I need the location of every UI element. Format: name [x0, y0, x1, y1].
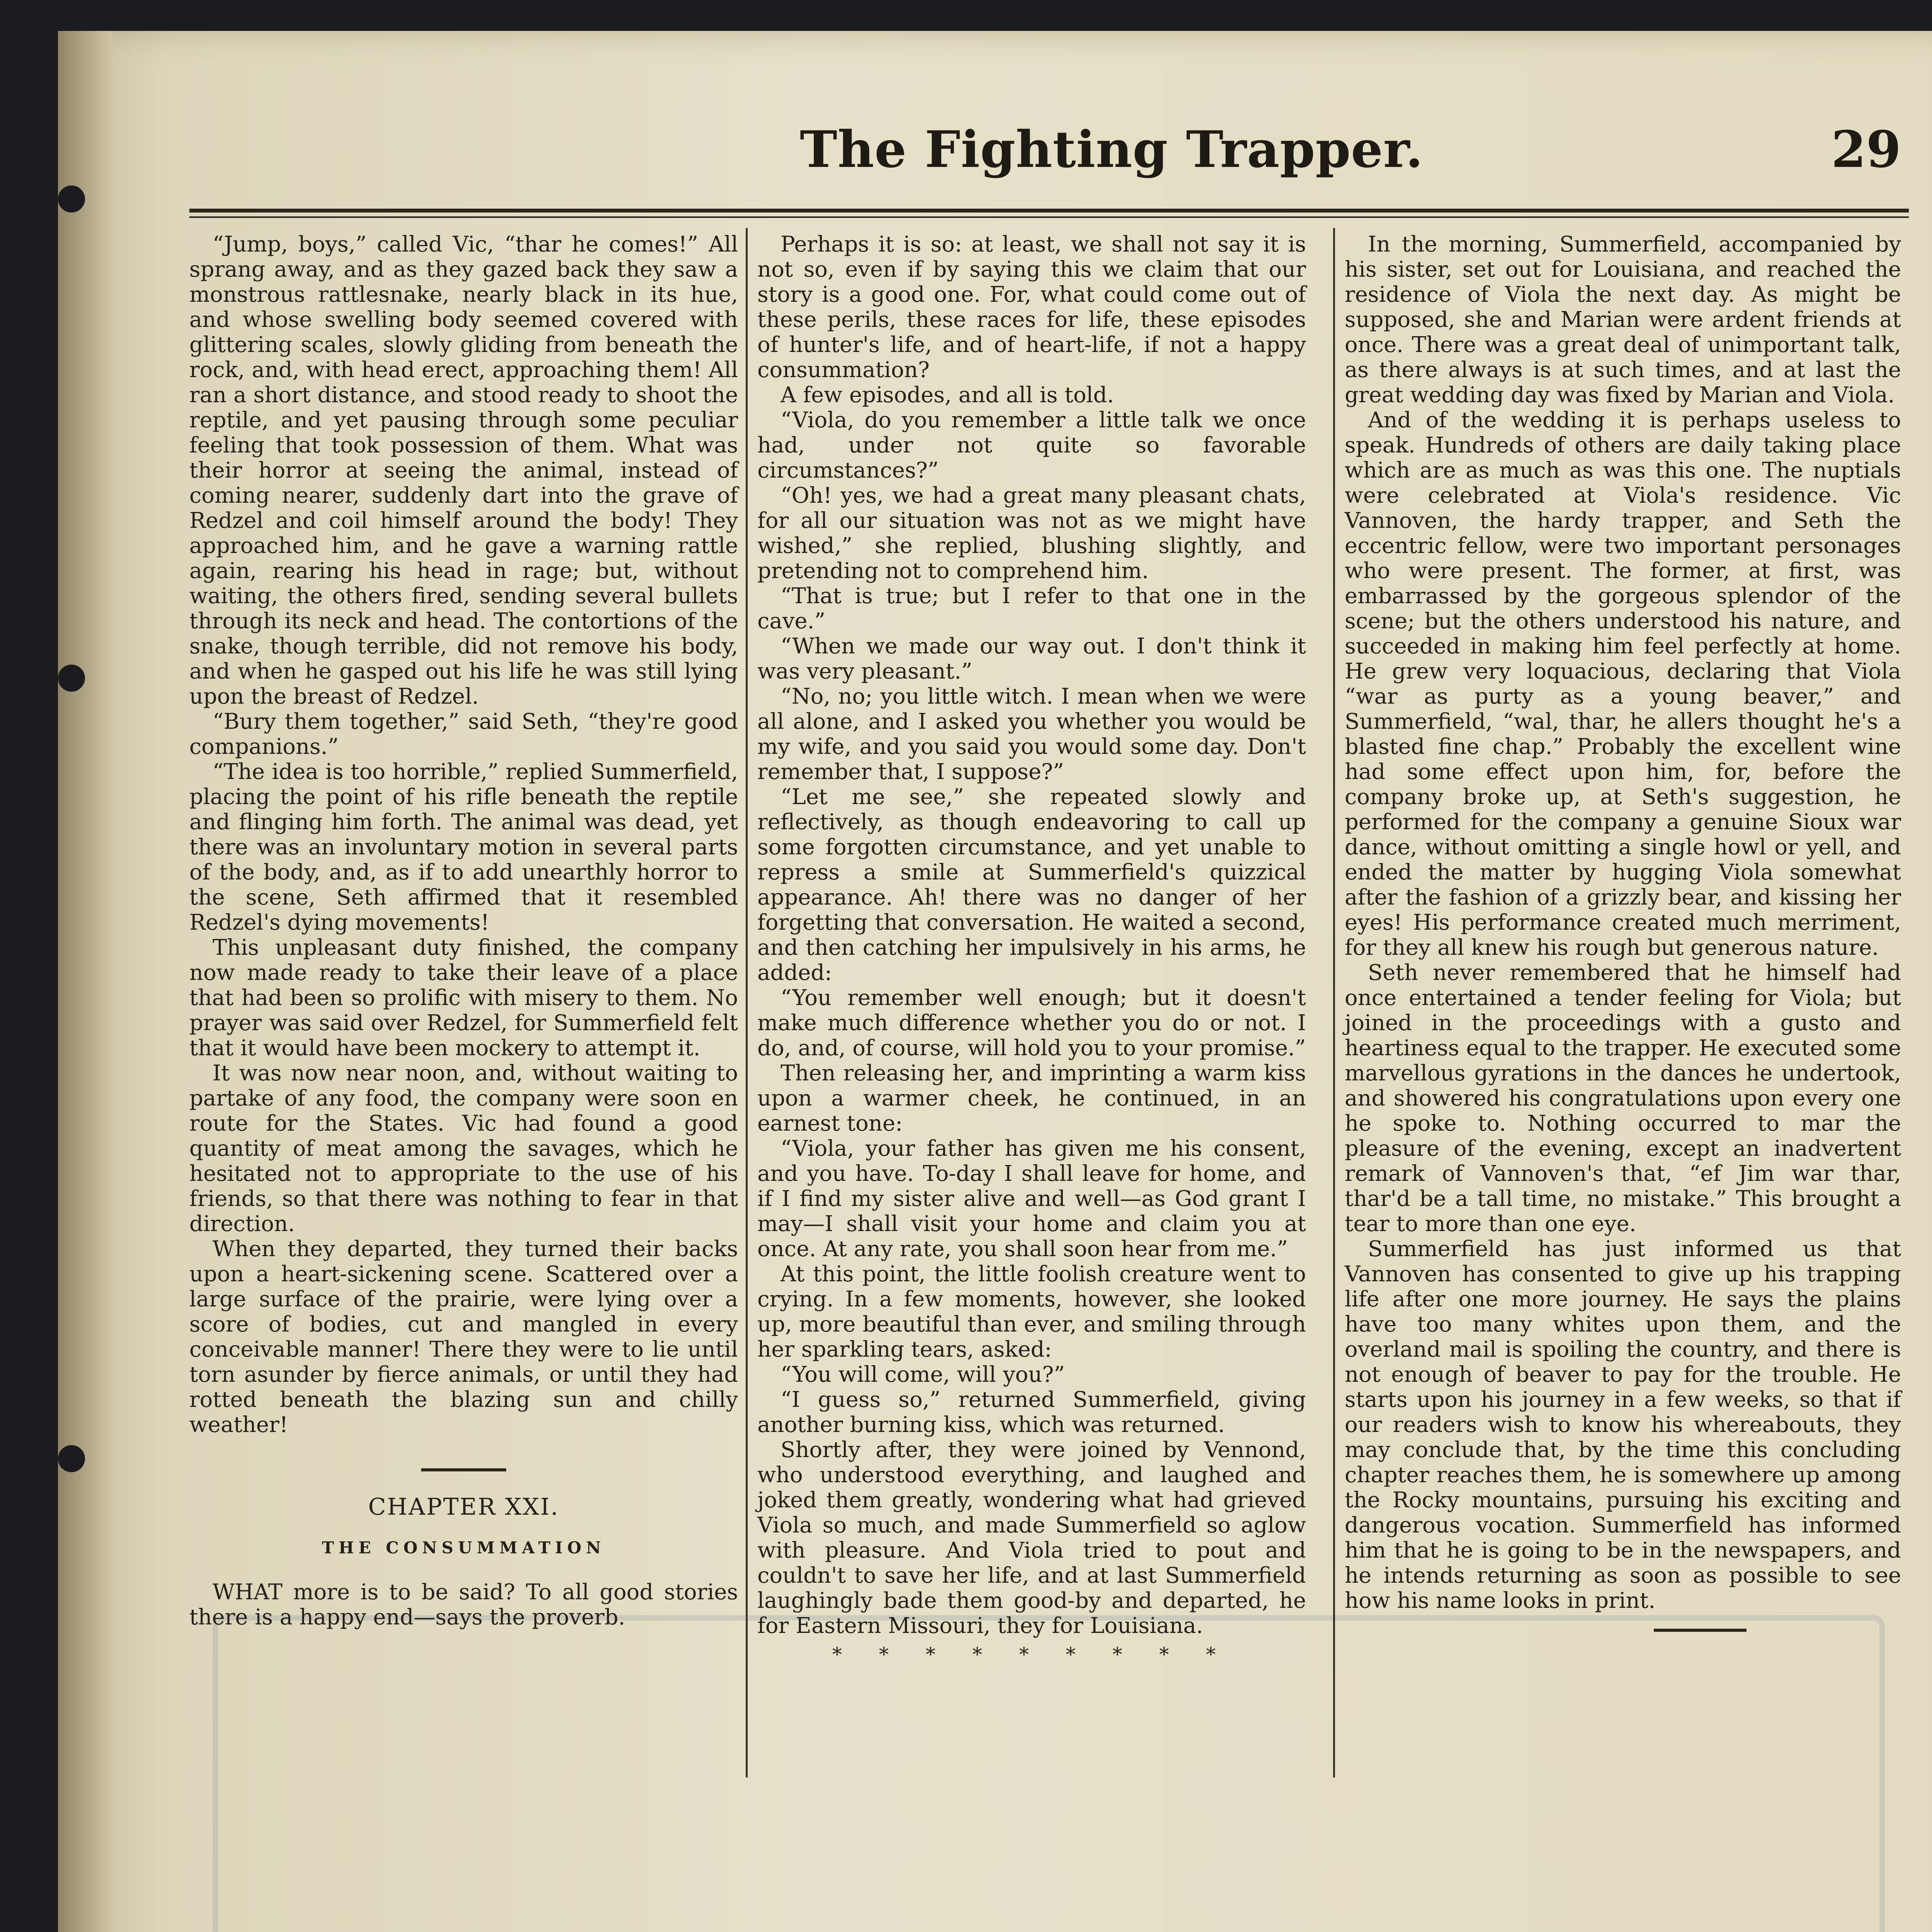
- paragraph: In the morning, Summerfield, accompanied by his sister, set out for Louisiana, and reached the residence of Viola the next day. As might be supposed, she and Marian were ardent friends at once. There was a great deal of unimportant talk, as there always is at such times, and at last the great wedding day was fixed by Marian and Viola.: [1345, 232, 1901, 408]
- paragraph: “You remember well enough; but it doesn't make much difference whether you do or not. I do, and, of course, will hold you to your promise.”: [757, 985, 1306, 1061]
- paragraph: Summerfield has just informed us that Vannoven has consented to give up his trapping life after one more journey. He says the plains have too many whites upon them, and the overland mail is spoiling the country, and there is not enough of beaver to pay for the trouble. He starts upon his journey in a few weeks, so that if our readers wish to know his whereabouts, they may conclude that, by the time this concluding chapter reaches them, he is somewhere up among the Rocky mountains, pursuing his exciting and dangerous vocation. Summerfield has informed him that he is going to be in the newspapers, and he intends returning as soon as possible to see how his name looks in print.: [1345, 1236, 1901, 1613]
- page-number: 29: [1831, 120, 1901, 179]
- paragraph: “Jump, boys,” called Vic, “thar he comes!” All sprang away, and as they gazed back they saw a monstrous rattlesnake, nearly black in its hue, and whose swelling body seemed covered with glittering scales, slowly gliding from beneath the rock, and, with head erect, approaching them! All ran a short distance, and stood ready to shoot the reptile, and yet pausing through some peculiar feeling that took possession of them. What was their horror at seeing the animal, instead of coming nearer, suddenly dart into the grave of Redzel and coil himself around the body! They approached him, and he gave a warning rattle again, rearing his head in rage; but, without waiting, the others fired, sending several bullets through its neck and head. The contortions of the snake, though terrible, did not remove his body, and when he gasped out his life he was still lying upon the breast of Redzel.: [189, 232, 738, 709]
- header-rule-thin: [189, 216, 1909, 218]
- paragraph: This unpleasant duty finished, the company now made ready to take their leave of a place that had been so prolific with misery to them. No prayer was said over Redzel, for Summerfield felt that it would have been mockery to attempt it.: [189, 935, 738, 1061]
- paragraph: “When we made our way out. I don't think it was very pleasant.”: [757, 634, 1306, 684]
- text-column-3: [1345, 232, 1901, 1632]
- paragraph: “No, no; you little witch. I mean when we were all alone, and I asked you whether you would be my wife, and you said you would some day. Don't remember that, I suppose?”: [757, 684, 1306, 784]
- paragraph: It was now near noon, and, without waiting to partake of any food, the company were soon en route for the States. Vic had found a good quantity of meat among the savages, which he hesitated not to appropriate to the use of his friends, so that there was nothing to fear in that direction.: [189, 1061, 738, 1236]
- closing-rule: [1654, 1629, 1747, 1632]
- paragraph: Perhaps it is so: at least, we shall not say it is not so, even if by saying this we claim that our story is a good one. For, what could come out of these perils, these races for life, these episodes of hunter's life, and of heart-life, if not a happy consummation?: [757, 232, 1306, 383]
- paragraph: When they departed, they turned their backs upon a heart-sickening scene. Scattered over a large surface of the prairie, were lying over a score of bodies, cut and mangled in every conceivable manner! There they were to lie until torn asunder by fierce animals, or until they had rotted beneath the blazing sun and chilly weather!: [189, 1236, 738, 1437]
- paragraph: “Bury them together,” said Seth, “they're good companions.”: [189, 709, 738, 759]
- book-page: [58, 31, 1932, 1932]
- text-column-2: [757, 232, 1306, 1667]
- paragraph: Seth never remembered that he himself had once entertained a tender feeling for Viola; but joined in the proceedings with a gusto and heartiness equal to the trapper. He executed some marvellous gyrations in the dances he undertook, and showered his congratulations upon every one he spoke to. Nothing occurred to mar the pleasure of the evening, except an inadvertent remark of Vannoven's that, “ef Jim war thar, thar'd be a tall time, no mistake.” This brought a tear to more than one eye.: [1345, 960, 1901, 1236]
- paragraph: “Oh! yes, we had a great many pleasant chats, for all our situation was not as we might have wished,” she replied, blushing slightly, and pretending not to comprehend him.: [757, 483, 1306, 583]
- paragraph: “Viola, do you remember a little talk we once had, under not quite so favorable circumstances?”: [757, 408, 1306, 483]
- section-stars: * * * * * * * * *: [832, 1643, 1231, 1666]
- paragraph: “You will come, will you?”: [781, 1362, 1065, 1387]
- running-title: The Fighting Trapper.: [800, 120, 1423, 179]
- binding-hole: [58, 665, 85, 692]
- binding-hole: [58, 185, 85, 213]
- paragraph: At this point, the little foolish creature went to crying. In a few moments, however, she looked up, more beautiful than ever, and smiling through her sparkling tears, asked:: [757, 1262, 1306, 1362]
- column-divider-2: [1333, 228, 1335, 1777]
- text-column-1: [189, 232, 738, 1630]
- chapter-title: THE CONSUMMATION: [321, 1538, 606, 1557]
- paragraph: Then releasing her, and imprinting a warm kiss upon a warmer cheek, he continued, in an earnest tone:: [757, 1061, 1306, 1136]
- column-divider-1: [746, 228, 748, 1777]
- paragraph: “The idea is too horrible,” replied Summerfield, placing the point of his rifle beneath the reptile and flinging him forth. The animal was dead, yet there was an involuntary motion in several parts of the body, and, as if to add unearthly horror to the scene, Seth affirmed that it resembled Redzel's dying movements!: [189, 759, 738, 935]
- page-spine: [58, 31, 112, 1932]
- section-rule: [421, 1468, 506, 1471]
- paragraph: WHAT more is to be said? To all good stories there is a happy end—says the proverb.: [189, 1580, 738, 1630]
- chapter-heading: CHAPTER XXI.: [368, 1493, 560, 1520]
- paragraph: “Let me see,” she repeated slowly and reflectively, as though endeavoring to call up some forgotten circumstance, and yet unable to repress a smile at Summerfield's quizzical appearance. Ah! there was no danger of her forgetting that conversation. He waited a second, and then catching her impulsively in his arms, he added:: [757, 784, 1306, 985]
- paragraph: “I guess so,” returned Summerfield, giving another burning kiss, which was returned.: [757, 1387, 1306, 1437]
- paragraph: A few episodes, and all is told.: [781, 383, 1114, 408]
- paragraph: “That is true; but I refer to that one in the cave.”: [757, 583, 1306, 634]
- binding-hole: [58, 1445, 85, 1472]
- paragraph: And of the wedding it is perhaps useless to speak. Hundreds of others are daily taking place which are as much as was this one. The nuptials were celebrated at Viola's residence. Vic Vannoven, the hardy trapper, and Seth the eccentric fellow, were two important personages who were present. The former, at first, was embarrassed by the gorgeous splendor of the scene; but the others understood his nature, and succeeded in making him feel perfectly at home. He grew very loquacious, declaring that Viola “war as purty as a young beaver,” and Summerfield, “wal, thar, he allers thought he's a blasted fine chap.” Probably the excellent wine had some effect upon him, for, before the company broke up, at Seth's suggestion, he performed for the company a genuine Sioux war dance, without omitting a single howl or yell, and ended the matter by hugging Viola somewhat after the fashion of a grizzly bear, and kissing her eyes! His performance created much merriment, for they all knew his rough but generous nature.: [1345, 408, 1901, 960]
- page-header: [800, 120, 1901, 197]
- paragraph: “Viola, your father has given me his consent, and you have. To-day I shall leave for home, and if I find my sister alive and well—as God grant I may—I shall visit your home and claim you at once. At any rate, you shall soon hear from me.”: [757, 1136, 1306, 1262]
- header-rule: [189, 209, 1909, 213]
- paragraph: Shortly after, they were joined by Vennond, who understood everything, and laughed and joked them greatly, wondering what had grieved Viola so much, and made Summerfield so aglow with pleasure. And Viola tried to pout and couldn't to save her life, and at last Summerfield laughingly bade them good-by and departed, he for Eastern Missouri, they for Louisiana.: [757, 1437, 1306, 1638]
